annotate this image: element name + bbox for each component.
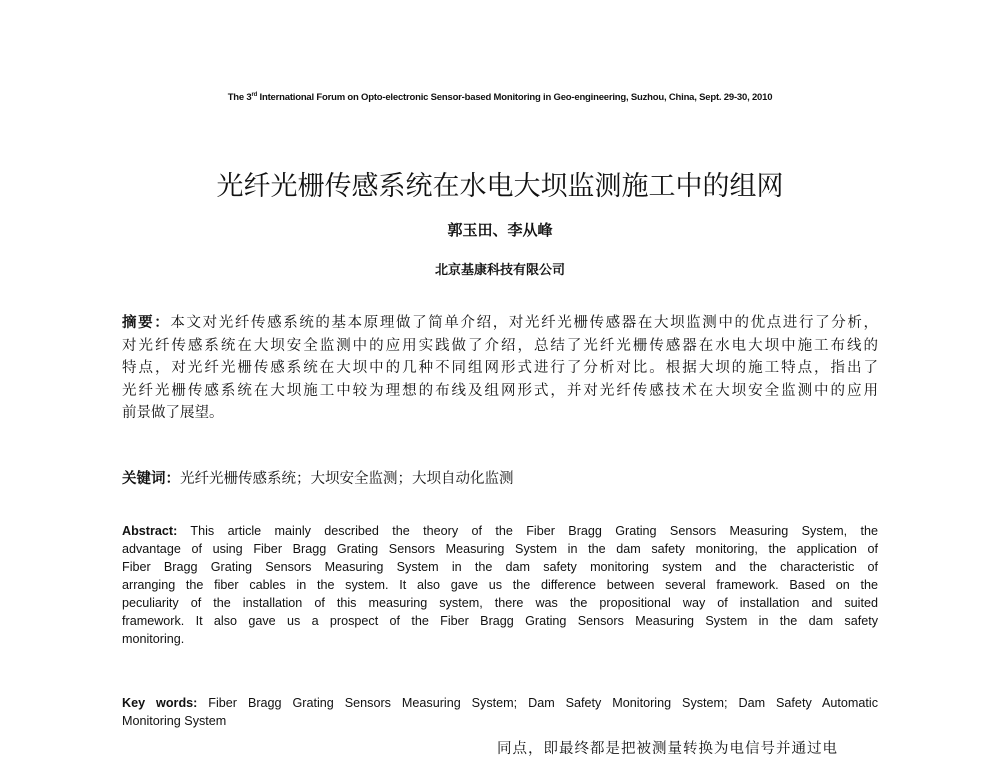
abstract-line: Fiber Bragg Grating Sensors Measuring System in the dam safety monitoring system and the characteristic of bbox=[122, 560, 878, 574]
body-text-start: 同点，即最终都是把被测量转换为电信号并通过电 bbox=[497, 741, 838, 757]
keywords-line: Monitoring System bbox=[122, 714, 227, 728]
keywords-label: Key words: bbox=[122, 696, 198, 710]
header-sup: rd bbox=[251, 92, 258, 98]
abstract-line bbox=[122, 522, 878, 540]
authors: 郭玉田、李从峰 bbox=[447, 221, 553, 239]
abstract-line: framework. It also gave us a prospect of the Fiber Bragg Grating Sensors Measuring System in the dam safety bbox=[122, 614, 878, 628]
conference-header bbox=[0, 92, 1000, 103]
chinese-keywords bbox=[122, 467, 878, 488]
abstract-text: 本文对光纤传感系统的基本原理做了简单介绍，对光纤光栅传感器在大坝监测中的优点进行了分析， bbox=[170, 315, 878, 331]
affiliation: 北京基康科技有限公司 bbox=[434, 263, 565, 278]
abstract-line: peculiarity of the installation of this measuring system, there was the propositional way of installation and suited bbox=[122, 596, 878, 610]
header-text: The 3 bbox=[227, 92, 252, 104]
header-text-rest: International Forum on Opto-electronic Sensor-based Monitoring in Geo-engineering, Suzhou, China, Sept. 29-30, 2010 bbox=[257, 92, 773, 104]
abstract-line bbox=[122, 312, 878, 335]
chinese-abstract bbox=[122, 312, 878, 425]
abstract-label: Abstract: bbox=[122, 524, 178, 538]
keywords-text: Fiber Bragg Grating Sensors Measuring System; Dam Safety Monitoring System; Dam Safety Automatic bbox=[197, 696, 878, 710]
abstract-text: This article mainly described the theory of the Fiber Bragg Grating Sensors Measuring System, the bbox=[177, 524, 878, 538]
english-keywords bbox=[122, 694, 878, 730]
abstract-line: 特点，对光纤光栅传感系统在大坝中的几种不同组网形式进行了分析对比。根据大坝的施工特点，指出了 bbox=[122, 360, 878, 376]
keywords-text: 光纤光栅传感系统；大坝安全监测；大坝自动化监测 bbox=[180, 471, 514, 487]
abstract-line: advantage of using Fiber Bragg Grating Sensors Measuring System in the dam safety monitoring, the application of bbox=[122, 542, 878, 556]
abstract-line: arranging the fiber cables in the system. It also gave us the difference between several framework. Based on the bbox=[122, 578, 878, 592]
keywords-label: 关键词： bbox=[122, 470, 180, 487]
keywords-line bbox=[122, 694, 878, 712]
english-abstract bbox=[122, 522, 878, 648]
abstract-line: 光纤光栅传感系统在大坝施工中较为理想的布线及组网形式，并对光纤传感技术在大坝安全监测中的应用 bbox=[122, 382, 878, 399]
paper-title: 光纤光栅传感系统在水电大坝监测施工中的组网 bbox=[216, 171, 784, 202]
abstract-line: 对光纤传感系统在大坝安全监测中的应用实践做了介绍，总结了光纤光栅传感器在水电大坝中施工布线的 bbox=[122, 337, 878, 354]
abstract-label: 摘要： bbox=[122, 314, 171, 331]
abstract-line: monitoring. bbox=[122, 632, 185, 646]
abstract-line: 前景做了展望。 bbox=[122, 405, 224, 421]
